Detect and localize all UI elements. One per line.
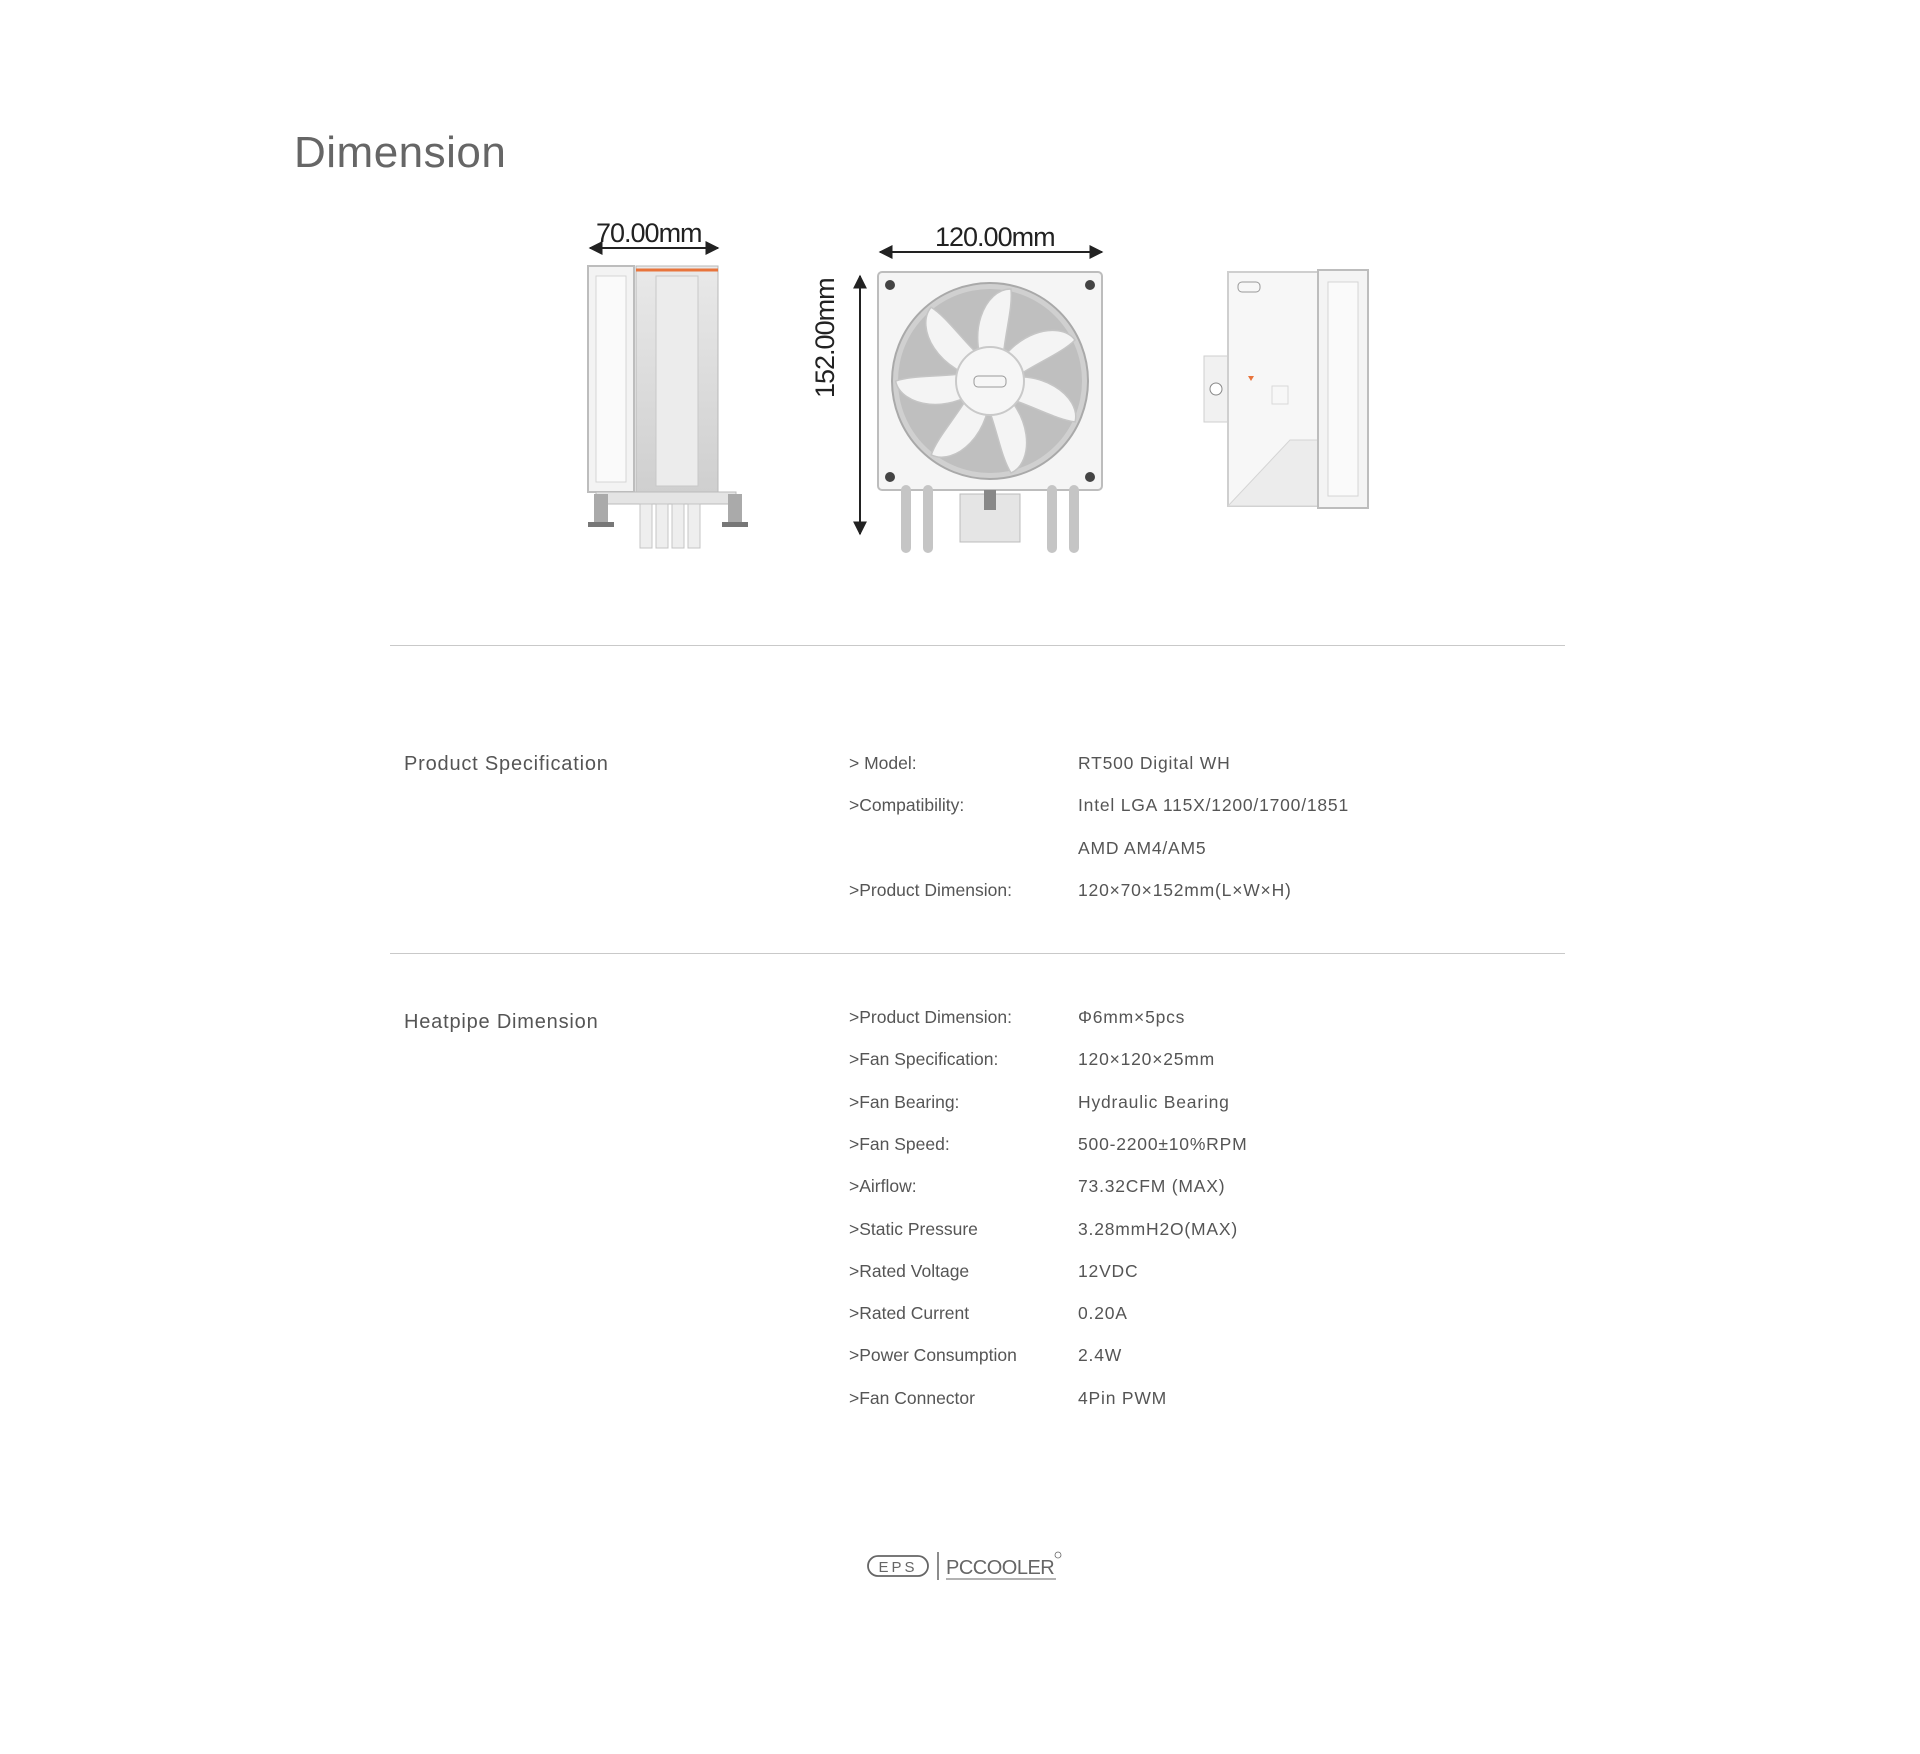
brand-logo [866, 1548, 1062, 1584]
spec-label: >Fan Specification: [849, 1049, 999, 1070]
spec-row [0, 838, 1920, 868]
spec-value: 120×70×152mm(L×W×H) [1078, 879, 1292, 900]
spec-row [0, 1261, 1920, 1291]
spec-value: 3.28mmH2O(MAX) [1078, 1218, 1238, 1239]
spec-label: >Compatibility: [849, 795, 965, 816]
svg-text:EPS: EPS [878, 1559, 918, 1576]
spec-label: >Product Dimension: [849, 879, 1012, 900]
spec-row [0, 1388, 1920, 1418]
spec-row [0, 1134, 1920, 1164]
spec-row [0, 1176, 1920, 1206]
spec-label: >Fan Bearing: [849, 1091, 960, 1112]
spec-value: RT500 Digital WH [1078, 753, 1231, 773]
height-dimension-label: 152.00mm [810, 278, 840, 398]
spec-value: 4Pin PWM [1078, 1387, 1168, 1408]
divider-middle [390, 953, 1565, 954]
display-side-drawing [1204, 270, 1368, 508]
spec-value: Φ6mm×5pcs [1078, 1007, 1186, 1027]
spec-label: >Rated Current [849, 1303, 970, 1324]
spec-row [0, 1049, 1920, 1079]
product-specification-title: Product Specification [404, 753, 609, 775]
spec-row [0, 795, 1920, 825]
front-view-drawing [860, 252, 1102, 548]
spec-value: 500-2200±10%RPM [1078, 1133, 1248, 1154]
spec-value: Intel LGA 115X/1200/1700/1851 [1078, 795, 1350, 816]
width-dimension-label: 70.00mm [596, 218, 702, 248]
spec-row [0, 1007, 1920, 1037]
spec-value: 2.4W [1078, 1345, 1123, 1366]
spec-label: >Airflow: [849, 1176, 917, 1197]
spec-label: >Rated Voltage [849, 1260, 970, 1281]
spec-label: >Fan Connector [849, 1387, 975, 1408]
dimension-drawings [0, 0, 1920, 600]
spec-value: 12VDC [1078, 1260, 1139, 1281]
spec-label: >Static Pressure [849, 1218, 978, 1239]
spec-row [0, 1345, 1920, 1375]
spec-row [0, 753, 1920, 783]
spec-row [0, 1303, 1920, 1333]
spec-value: Hydraulic Bearing [1078, 1091, 1230, 1112]
spec-row [0, 1219, 1920, 1249]
spec-label: >Fan Speed: [849, 1133, 950, 1154]
heatpipe-dimension-title: Heatpipe Dimension [404, 1011, 599, 1033]
length-dimension-label: 120.00mm [935, 222, 1055, 252]
spec-label: > Model: [849, 753, 917, 773]
spec-value: 120×120×25mm [1078, 1049, 1216, 1070]
spec-value: AMD AM4/AM5 [1078, 837, 1207, 858]
spec-value: 0.20A [1078, 1303, 1128, 1324]
spec-row [0, 880, 1920, 910]
spec-row [0, 1092, 1920, 1122]
divider-top [390, 645, 1565, 646]
svg-text:PCCOOLER: PCCOOLER [946, 1557, 1055, 1579]
page-title: Dimension [294, 128, 507, 177]
spec-value: 73.32CFM (MAX) [1078, 1176, 1226, 1197]
spec-label: >Product Dimension: [849, 1007, 1012, 1027]
spec-label: >Power Consumption [849, 1345, 1017, 1366]
side-view-drawing [588, 248, 748, 548]
